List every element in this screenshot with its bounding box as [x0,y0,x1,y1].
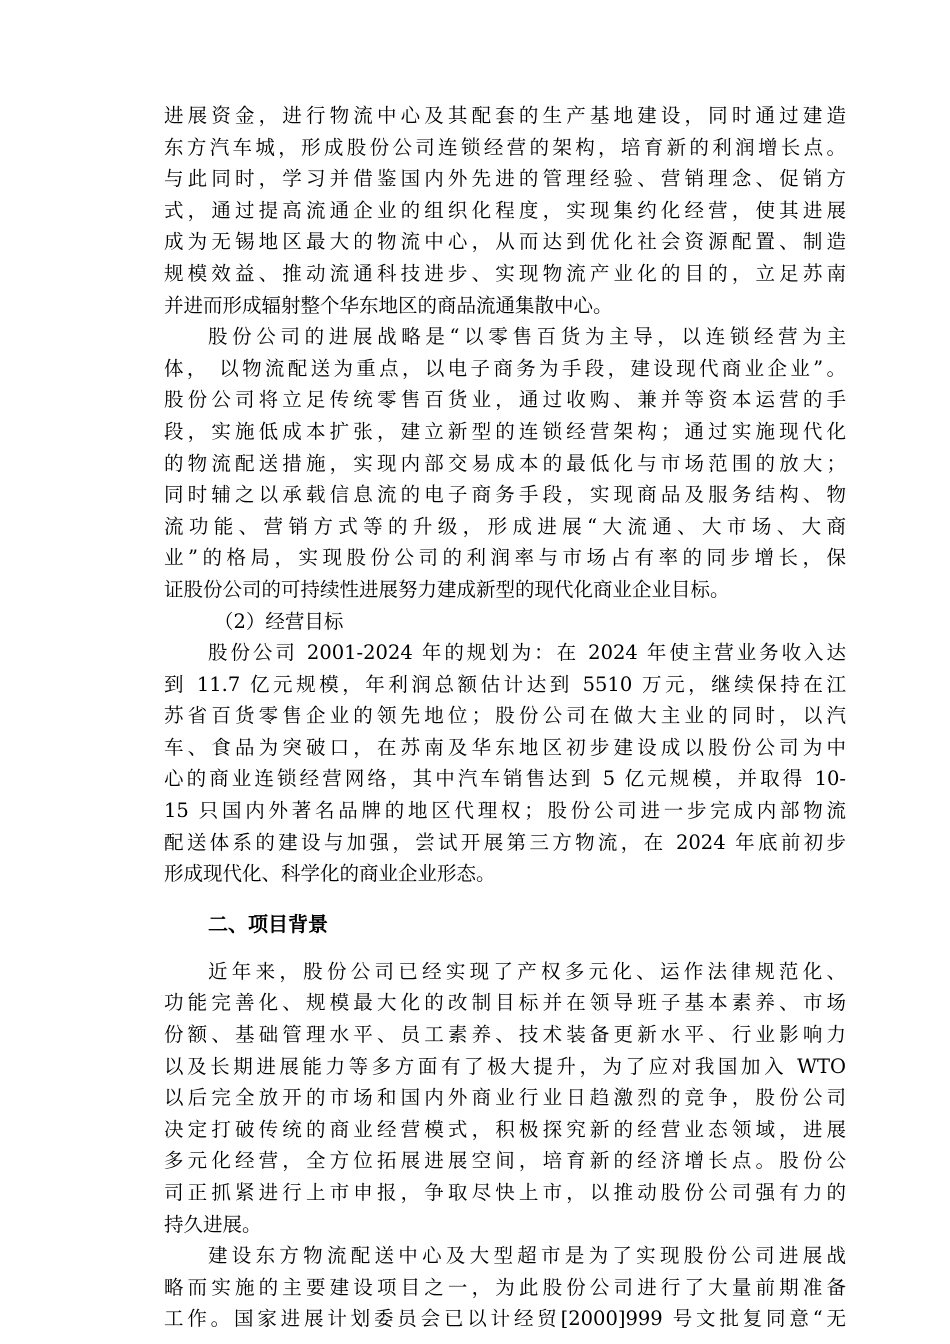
text-line: 到 11.7 亿元规模，年利润总额估计达到 5510 万元，继续保持在江 [164,672,846,696]
text-line: 流功能、营销方式等的升级，形成进展“大流通、大市场、大商 [164,514,846,538]
text-line: 配送体系的建设与加强，尝试开展第三方物流，在 2024 年底前初步 [164,830,846,854]
text-line: 心的商业连锁经营网络，其中汽车销售达到 5 亿元规模，并取得 10- [164,767,846,791]
text-line: 份额、基础管理水平、员工素养、技术装备更新水平、行业影响力 [164,1023,846,1047]
text-line: 形成现代化、科学化的商业企业形态。 [164,862,496,886]
text-line: 建设东方物流配送中心及大型超市是为了实现股份公司进展战 [208,1244,846,1268]
paragraph-2 [164,321,846,605]
text-line: 的物流配送措施，实现内部交易成本的最低化与市场范围的放大； [164,451,846,475]
text-line: 以及长期进展能力等多方面有了极大提升，为了应对我国加入 WTO [164,1054,846,1078]
text-line: 式，通过提高流通企业的组织化程度，实现集约化经营，使其进展 [164,198,846,222]
paragraph-1 [164,100,846,321]
text-line: 司正抓紧进行上市申报，争取尽快上市，以推动股份公司强有力的 [164,1181,846,1204]
text-line: 持久进展。 [164,1212,262,1236]
text-line: 15 只国内外著名品牌的地区代理权；股份公司进一步完成内部物流 [164,799,846,823]
text-line: 车、食品为突破口，在苏南及华东地区初步建设成以股份公司为中 [164,735,846,759]
document-page [164,100,846,1335]
subheading-business-goals: （2）经营目标 [214,609,344,633]
text-line: 略而实施的主要建设项目之一，为此股份公司进行了大量前期准备 [164,1275,846,1299]
text-line: 股份公司的进展战略是“以零售百货为主导，以连锁经营为主 [208,325,846,349]
text-line: 功能完善化、规模最大化的改制目标并在领导班子基本素养、市场 [164,991,846,1015]
section-heading-project-background: 二、项目背景 [208,911,328,936]
text-line: 股份公司 2001-2024 年的规划为：在 2024 年使主营业务收入达 [208,641,846,665]
text-line: 规模效益、推动流通科技进步、实现物流产业化的目的，立足苏南 [164,261,846,285]
paragraph-5 [164,1240,846,1335]
text-line: 与此同时，学习并借鉴国内外先进的管理经验、营销理念、促销方 [164,167,846,191]
text-line: 进展资金，进行物流中心及其配套的生产基地建设，同时通过建造 [164,104,846,127]
text-line: 股份公司将立足传统零售百货业，通过收购、兼并等资本运营的手 [164,388,846,412]
text-line: 段，实施低成本扩张，建立新型的连锁经营架构；通过实施现代化 [164,419,846,443]
text-line: 证股份公司的可持续性进展努力建成新型的现代化商业企业目标。 [164,577,730,601]
text-line: 工作。国家进展计划委员会已以计经贸[2000]999 号文批复同意“无 [164,1307,846,1331]
text-line: 近年来，股份公司已经实现了产权多元化、运作法律规范化、 [208,959,846,983]
text-line: 以后完全放开的市场和国内外商业行业日趋激烈的竞争，股份公司 [164,1086,846,1110]
text-line: 业”的格局，实现股份公司的利润率与市场占有率的同步增长，保 [164,546,846,570]
text-line: 多元化经营，全方位拓展进展空间，培育新的经济增长点。股份公 [164,1149,846,1173]
text-line: 东方汽车城，形成股份公司连锁经营的架构，培育新的利润增长点。 [164,135,846,159]
paragraph-3 [164,606,846,890]
text-line: 同时辅之以承载信息流的电子商务手段，实现商品及服务结构、物 [164,483,846,507]
text-line: 苏省百货零售企业的领先地位；股份公司在做大主业的同时，以汽 [164,704,846,728]
text-line: 决定打破传统的商业经营模式，积极探究新的经营业态领域，进展 [164,1117,846,1141]
paragraph-4 [164,956,846,1240]
text-line: 体， 以物流配送为重点，以电子商务为手段，建设现代商业企业”。 [164,356,846,380]
text-line: 并进而形成辐射整个华东地区的商品流通集散中心。 [164,293,613,317]
text-line: 成为无锡地区最大的物流中心，从而达到优化社会资源配置、制造 [164,230,846,254]
